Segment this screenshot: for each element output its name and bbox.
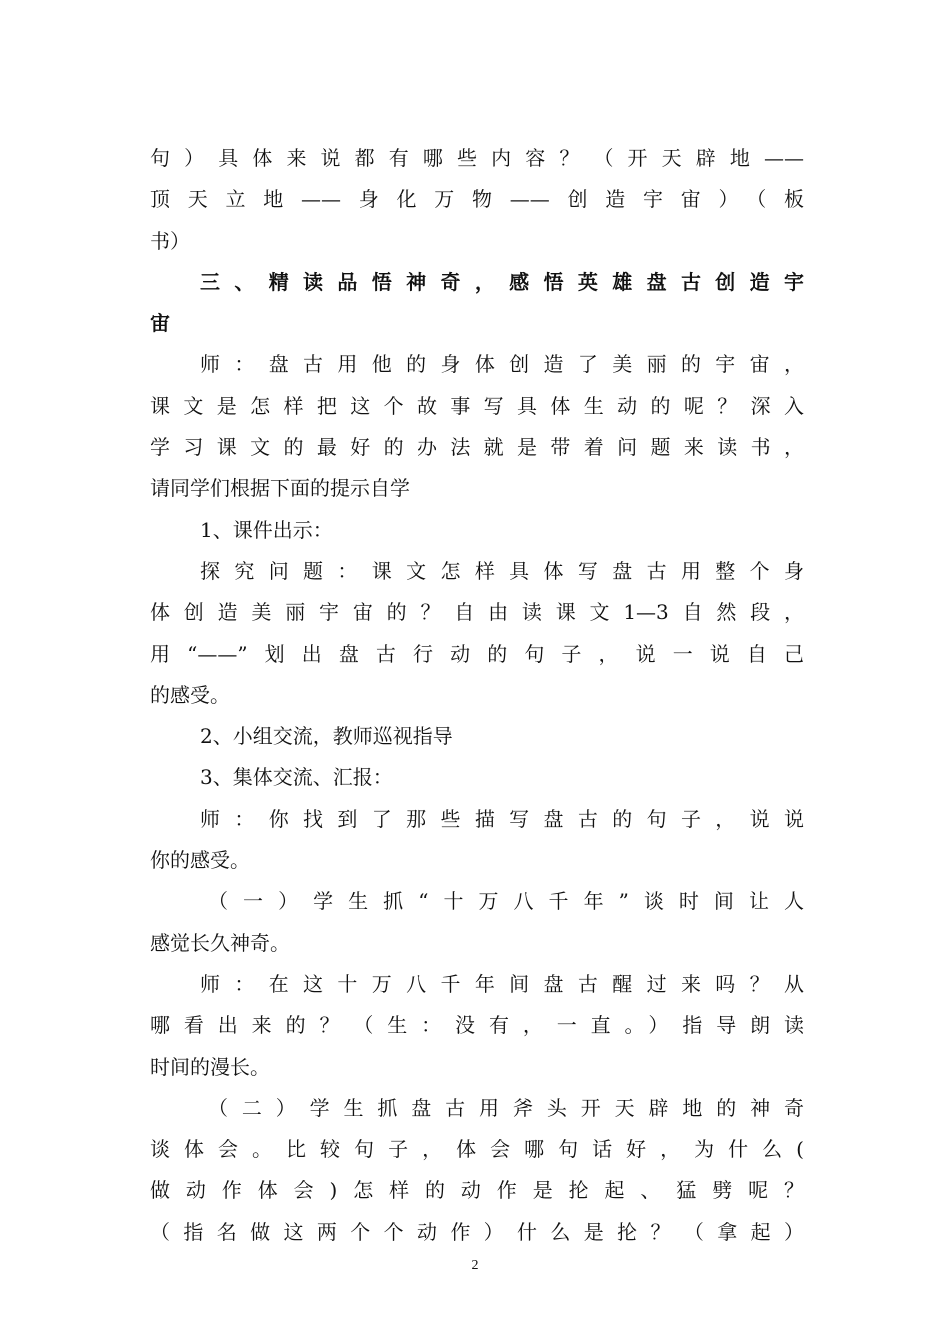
- paragraph: [150, 592, 804, 716]
- text-line: 学习课文的最好的办法就是带着问题来读书，: [150, 435, 804, 460]
- text-line: 你的感受。: [150, 848, 250, 873]
- paragraph: [150, 551, 804, 592]
- text-line: 师：在这十万八千年间盘古醒过来吗？从: [200, 971, 804, 996]
- paragraph: [150, 262, 804, 303]
- text-line: （一）学生抓“十万八千年”谈时间让人: [208, 889, 804, 914]
- paragraph: [150, 799, 804, 840]
- text-line: 体创造美丽宇宙的？自由读课文1—3自然段，: [150, 600, 804, 625]
- text-line: 做动作体会)怎样的动作是抡起、猛劈呢？: [150, 1178, 804, 1203]
- text-line: 2、小组交流，教师巡视指导: [200, 724, 453, 749]
- text-line: 用“——”划出盘古行动的句子，说一说自己: [150, 641, 804, 666]
- text-line: 句）具体来说都有哪些内容？（开天辟地——: [150, 146, 804, 170]
- paragraph: [150, 344, 804, 385]
- text-line: 师：盘古用他的身体创造了美丽的宇宙，: [200, 352, 804, 377]
- text-line: 的感受。: [150, 682, 230, 707]
- text-line: 宙: [150, 311, 170, 336]
- text-line: 书）: [150, 228, 190, 253]
- paragraph: [150, 510, 804, 551]
- paragraph: [150, 716, 804, 757]
- text-line: 三、精读品悟神奇，感悟英雄盘古创造宇: [200, 269, 804, 294]
- text-line: 顶天立地——身化万物——创造宇宙）（板: [150, 187, 804, 212]
- paragraph: [150, 1088, 804, 1129]
- text-line: 请同学们根据下面的提示自学: [150, 476, 410, 501]
- text-line: 哪看出来的？（生：没有，一直。）指导朗读: [150, 1013, 804, 1038]
- paragraph: [150, 840, 804, 881]
- paragraph: [150, 757, 804, 798]
- paragraph: [150, 386, 804, 510]
- text-line: 1、课件出示：: [200, 517, 333, 542]
- paragraph: [150, 1129, 804, 1253]
- text-line: 探究问题：课文怎样具体写盘古用整个身: [200, 558, 804, 583]
- paragraph: [150, 138, 804, 262]
- text-line: 3、集体交流、汇报：: [200, 765, 393, 790]
- text-line: 感觉长久神奇。: [150, 930, 290, 955]
- page-number: 2: [471, 1258, 479, 1273]
- text-line: 师：你找到了那些描写盘古的句子，说说: [200, 806, 804, 831]
- text-line: 课文是怎样把这个故事写具体生动的呢？深入: [150, 393, 804, 418]
- text-line: （指名做这两个个动作）什么是抡？（拿起）: [150, 1219, 804, 1244]
- text-line: 谈体会。比较句子，体会哪句话好，为什么(: [150, 1137, 804, 1162]
- paragraph: [150, 964, 804, 1005]
- paragraph: [150, 923, 804, 964]
- paragraph: [150, 303, 804, 344]
- page-body: [150, 138, 804, 1253]
- text-line: 时间的漫长。: [150, 1054, 270, 1079]
- text-line: （二）学生抓盘古用斧头开天辟地的神奇: [208, 1095, 804, 1120]
- paragraph: [150, 881, 804, 922]
- paragraph: [150, 1005, 804, 1088]
